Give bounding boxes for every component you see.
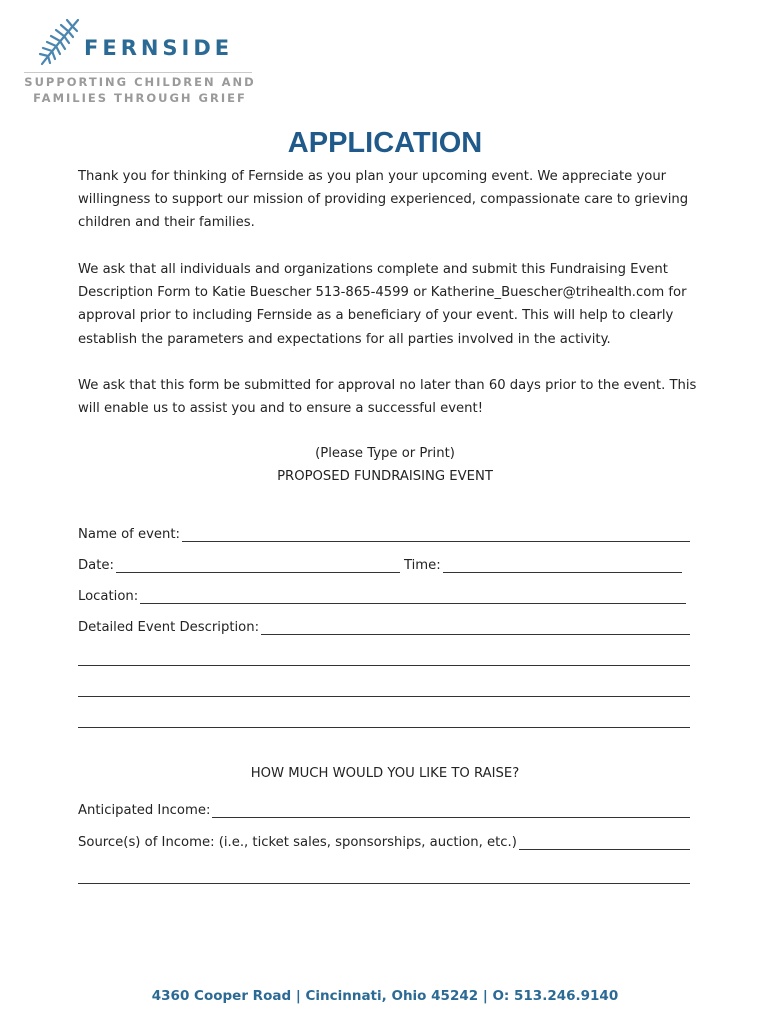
location-row [78,586,690,604]
event-name-label: Name of event: [78,527,181,542]
fern-leaf-icon [36,16,84,68]
time-label: Time: [403,558,441,573]
intro-paragraph-3: We ask that this form be submitted for approval no later than 60 days prior to the event. This will enable us to assist you and to ensure a successful event! [78,378,697,417]
time-field[interactable] [443,558,682,573]
event-name-row [78,524,690,542]
fernside-logo [24,14,264,109]
brand-name: FERNSIDE [84,36,234,60]
description-line-3 [78,679,690,697]
location-label: Location: [78,589,139,604]
sources-row [78,832,690,850]
income-label: Anticipated Income: [78,803,211,818]
description-label: Detailed Event Description: [78,620,260,635]
section-heading-event: PROPOSED FUNDRAISING EVENT [277,469,493,484]
sources-field[interactable] [519,835,690,850]
tagline-line-2: FAMILIES THROUGH GRIEF [33,91,247,105]
location-field[interactable] [140,589,686,604]
description-field-line-4[interactable] [78,713,690,728]
footer-address: 4360 Cooper Road | Cincinnati, Ohio 45242 | O: 513.246.9140 [151,988,619,1004]
date-label: Date: [78,558,114,573]
type-or-print-note: (Please Type or Print) [315,446,455,461]
description-line-2 [78,648,690,666]
description-line-4 [78,710,690,728]
date-time-row [78,555,690,573]
sources-line-2 [78,866,690,884]
description-row [78,617,690,635]
intro-paragraph-1: Thank you for thinking of Fernside as you plan your upcoming event. We appreciate your willingness to support our mission of providing experienced, compassionate care to grieving children and their families. [78,169,689,231]
page-title: APPLICATION [287,127,483,159]
event-name-field[interactable] [182,527,690,542]
description-field-line-3[interactable] [78,682,690,697]
income-row [78,800,690,818]
income-field[interactable] [212,803,690,818]
sources-label: Source(s) of Income: (i.e., ticket sales, sponsorships, auction, etc.) [78,835,517,850]
logo-tagline [24,74,256,106]
intro-paragraph-2: We ask that all individuals and organizations complete and submit this Fundraising Event Description Form to Katie Buescher 513-865-4599 or Katherine_Buescher@trihealth.com for approval prior to including Fernside as a beneficiary of your event. This will help to clearly establish the parameters and expectations for all parties involved in the activity. [78,262,687,347]
logo-divider [24,72,252,73]
date-field[interactable] [116,558,400,573]
section-heading-raise: HOW MUCH WOULD YOU LIKE TO RAISE? [250,766,520,781]
tagline-line-1: SUPPORTING CHILDREN AND [24,75,256,89]
description-field-line-2[interactable] [78,651,690,666]
sources-field-line-2[interactable] [78,869,690,884]
description-field[interactable] [261,620,690,635]
